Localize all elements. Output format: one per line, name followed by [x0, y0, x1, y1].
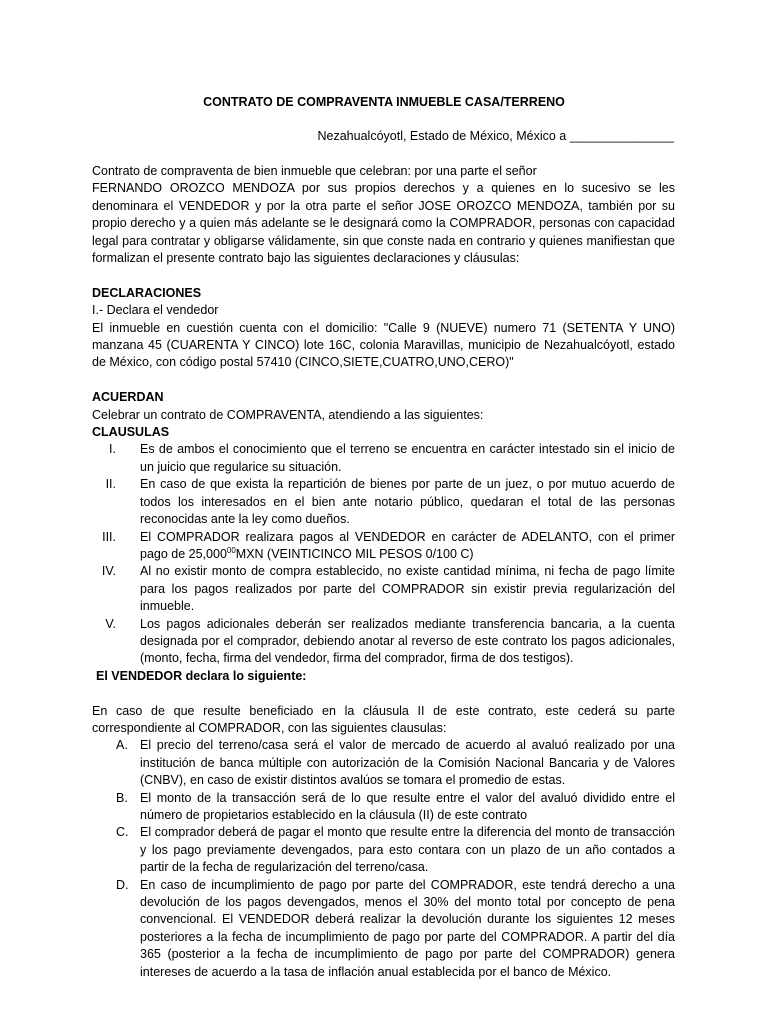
sub-clausula-text: El monto de la transacción será de lo que resulte entre el valor del avaluó dividido entre el número de propietarios establecido en la cláusula (II) de este contrato: [140, 790, 675, 822]
clausula-text-after: MXN (VEINTICINCO MIL PESOS 0/100 C): [235, 546, 474, 561]
clausula-marker: II.: [105, 477, 116, 492]
sub-clausula-item: [92, 790, 675, 825]
clausulas-heading: CLAUSULAS: [92, 425, 170, 440]
clausula-marker: I.: [109, 442, 116, 457]
sub-clausula-marker: B.: [116, 790, 128, 805]
clausula-item: [92, 441, 675, 476]
sub-clausula-text: El comprador deberá de pagar el monto que resulte entre la diferencia del monto de transacción y los pago previamente devengados, para esto contara con un plazo de un año contados a partir de la fecha de regularización del terreno/casa.: [140, 825, 675, 875]
clausula-text: Los pagos adicionales deberán ser realizados mediante transferencia bancaria, a la cuenta designada por el comprador, debiendo anotar al reverso de este contrato los pagos adicionales, (monto, fecha, firma del vendedor, firma del comprador, firma de dos testigos).: [140, 616, 675, 666]
document-title: CONTRATO DE COMPRAVENTA INMUEBLE CASA/TERRENO: [203, 95, 565, 109]
beneficio-paragraph: En caso de que resulte beneficiado en la cláusula II de este contrato, este cederá su parte correspondiente al COMPRADOR, con las siguientes clausulas:: [92, 703, 675, 735]
acuerdan-text: Celebrar un contrato de COMPRAVENTA, atendiendo a las siguientes:: [92, 407, 484, 422]
sub-clausula-marker: D.: [116, 877, 129, 892]
sub-clausula-item: [92, 737, 675, 789]
clausula-item: [92, 563, 675, 615]
clausula-text: Al no existir monto de compra establecido, no existe cantidad mínima, ni fecha de pago límite para los pagos realizados por parte del COMPRADOR sin existir previa regularización del inmueble.: [140, 564, 675, 614]
clausula-marker: III.: [102, 529, 116, 544]
sub-clausula-item: [92, 877, 675, 981]
sub-clausula-text: El precio del terreno/casa será el valor de mercado de acuerdo al avaluó realizado por una institución de banca múltiple con autorización de la Comisión Nacional Bancaria y de Valores (CNBV), en caso de existir distintos avalúos se tomara el promedio de estas.: [140, 738, 675, 788]
document-body: [92, 163, 675, 981]
clausula-text: En caso de que exista la repartición de bienes por parte de un juez, o por mutuo acuerdo de todos los interesados en el bien ante notario público, quedaran el total de las personas reconocidas ante la ley como dueños.: [140, 477, 675, 527]
sub-clausula-marker: A.: [116, 738, 128, 753]
place-date-line: Nezahualcóyotl, Estado de México, México a _______________: [317, 129, 674, 143]
vendedor-declara-heading: El VENDEDOR declara lo siguiente:: [96, 668, 307, 683]
clausula-text: Es de ambos el conocimiento que el terreno se encuentra en carácter intestado sin el inicio de un juicio que regularice su situación.: [140, 442, 675, 474]
declaraciones-text: El inmueble en cuestión cuenta con el domicilio: "Calle 9 (NUEVE) numero 71 (SETENTA Y UNO) manzana 45 (CUARENTA Y CINCO) lote 16C, colonia Maravillas, municipio de Nezahualcóyotl, estado de México, con código postal 57410 (CINCO,SIETE,CUATRO,UNO,CERO)": [92, 320, 675, 370]
clausula-item: [92, 616, 675, 668]
intro-line-1: Contrato de compraventa de bien inmueble que celebran: por una parte el señor: [92, 164, 537, 178]
clausula-marker: IV.: [101, 564, 116, 579]
clausula-superscript: 00: [226, 545, 236, 555]
declaraciones-heading: DECLARACIONES: [92, 285, 202, 300]
clausula-item: [92, 529, 675, 564]
intro-paragraph: FERNANDO OROZCO MENDOZA por sus propios derechos y a quienes en lo sucesivo se les denominara el VENDEDOR y por la otra parte el señor JOSE OROZCO MENDOZA, también por su propio derecho y a quien más adelante se le designará como la COMPRADOR, personas con capacidad legal para contratar y obligarse válidamente, sin que conste nada en contrario y quienes manifiestan que formalizan el presente contrato bajo las siguientes declaraciones y cláusulas:: [92, 181, 675, 266]
clausula-marker: V.: [105, 616, 116, 631]
clausula-text: [140, 529, 675, 564]
sub-clausula-marker: C.: [116, 825, 129, 840]
declaraciones-sub: I.- Declara el vendedor: [92, 303, 219, 318]
acuerdan-heading: ACUERDAN: [92, 390, 164, 405]
sub-clausula-item: [92, 824, 675, 876]
sub-clausula-text: En caso de incumplimiento de pago por parte del COMPRADOR, este tendrá derecho a una devolución de los pagos devengados, menos el 30% del monto total por concepto de pena convencional. El VENDEDOR deberá realizar la devolución durante los siguientes 12 meses posteriores a la fecha de incumplimiento de pago por parte del COMPRADOR. A partir del día 365 (posterior a la fecha de incumplimiento de pago por parte del COMPRADOR) genera intereses de acuerdo a la tasa de inflación anual establecida por el banco de México.: [140, 877, 675, 979]
sub-clausulas-list: [92, 737, 675, 981]
clausulas-list: [92, 441, 675, 667]
clausula-item: [92, 476, 675, 528]
clausula-text-before: El COMPRADOR realizara pagos al VENDEDOR en carácter de ADELANTO, con el primer pago de 25,000: [140, 529, 675, 561]
